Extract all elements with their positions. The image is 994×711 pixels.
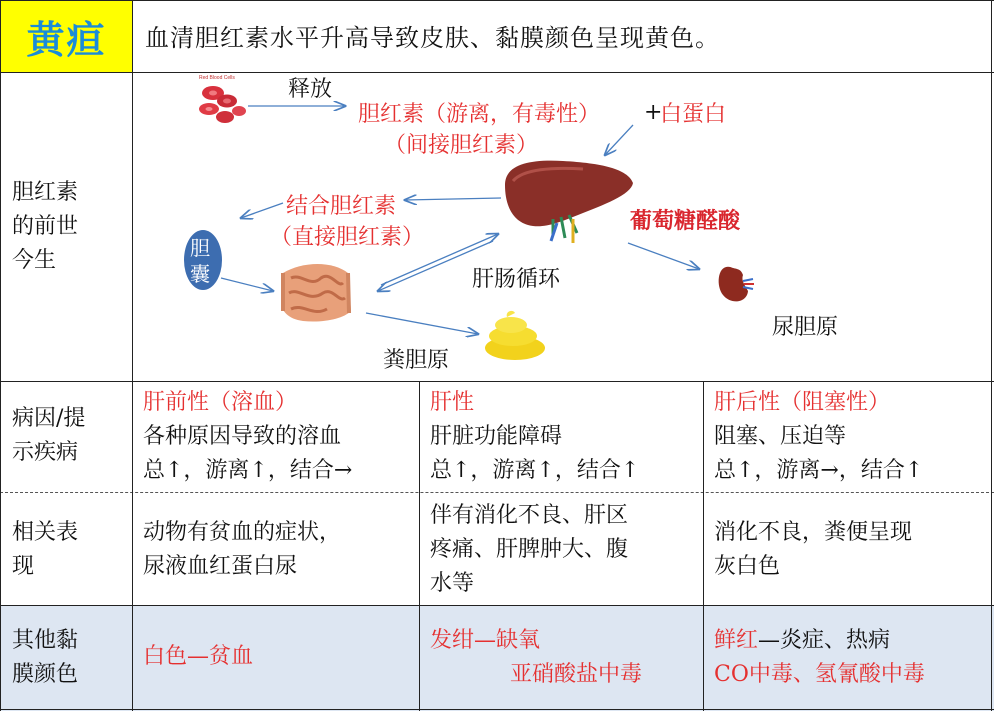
liver-icon [505,161,633,243]
origin-label [12,176,130,278]
cause-label-line: 病因/提 [12,406,86,431]
manifestation-line: 疼痛、肝脾肿大、腹 [430,537,629,562]
border-col2 [419,381,420,711]
rbc-caption: Red Blood Cells [199,75,235,81]
cause-label-line: 示疾病 [12,440,79,465]
manifestation-label-line: 现 [12,554,35,579]
mucosa-label [12,624,130,692]
posthepatic-line: 阻塞、压迫等 [714,424,847,449]
border-diagram [0,381,994,382]
nitrite-poisoning-text: 亚硝酸盐中毒 [510,662,643,687]
cyanosis-text: 发绀—缺氧 [430,628,541,653]
page-title: 黄疸 [26,16,107,62]
urobilinogen-label: 尿胆原 [772,315,839,340]
prehepatic-cell [143,386,352,488]
albumin-label: 白蛋白 [660,102,727,127]
bright-red-causes: —炎症、热病 [758,628,891,653]
gallbladder-char-2: 囊 [190,262,210,286]
manifestation-line: 尿液血红蛋白尿 [143,554,298,579]
hepatic-line: 总↑，游离↑，结合↑ [430,458,640,483]
hepatic-line: 肝脏功能障碍 [430,424,563,449]
direct-bilirubin-label: （直接胆红素） [270,225,425,250]
prehepatic-line: 总↑，游离↑，结合→ [143,458,353,483]
manifestation-line: 灰白色 [714,554,781,579]
title-cell [0,0,133,72]
gallbladder-char-1: 胆 [190,236,210,260]
border-left [0,0,1,711]
border-mucosa [0,605,994,606]
border-col3 [703,381,704,711]
border-top [0,0,994,1]
cause-label [12,402,130,470]
red-blood-cells-icon [199,75,246,123]
free-bilirubin-label: 胆红素（游离，有毒性） [358,102,601,127]
manifestation-line: 消化不良，粪便呈现 [714,520,913,545]
manifestation-line: 伴有消化不良、肝区 [430,503,629,528]
mucosa-label-line: 其他黏 [12,628,79,653]
kidney-icon [719,267,754,302]
manifestation-line: 动物有贫血的症状， [143,520,342,545]
mucosa-label-line: 膜颜色 [12,662,79,687]
feces-icon [485,311,545,360]
origin-label-line: 胆红素 [12,180,79,205]
bright-red-text [714,624,890,658]
manifestation-label [12,516,130,584]
border-right [991,0,992,711]
manifestation-label-line: 相关表 [12,520,79,545]
conjugated-bilirubin-label: 结合胆红素 [286,194,397,219]
co-poisoning-text: CO中毒、氢氰酸中毒 [714,662,925,687]
dashed-divider [0,492,994,493]
posthepatic-cell [714,386,923,488]
intestines-icon [281,264,351,322]
indirect-bilirubin-label: （间接胆红素） [384,133,539,158]
posthepatic-title: 肝后性（阻塞性） [714,390,891,415]
origin-label-line: 今生 [12,248,57,273]
prehepatic-manifestation [143,516,341,584]
hepatic-title: 肝性 [430,390,475,415]
hepatic-cell [430,386,639,488]
prehepatic-title: 肝前性（溶血） [143,390,298,415]
prehepatic-line: 各种原因导致的溶血 [143,424,342,449]
plus-sign: + [644,100,663,125]
posthepatic-manifestation [714,516,912,584]
origin-label-line: 的前世 [12,214,79,239]
posthepatic-line: 总↑，游离→，结合↑ [714,458,924,483]
enterohepatic-label: 肝肠循环 [472,267,561,292]
manifestation-line: 水等 [430,571,475,596]
white-anemia-text: 白色—贫血 [143,644,254,669]
bright-red-word: 鲜红 [714,628,759,653]
stercobilinogen-label: 粪胆原 [383,348,450,373]
definition-text: 血清胆红素水平升高导致皮肤、黏膜颜色呈现黄色。 [145,24,720,52]
glucuronic-acid-label: 葡萄糖醛酸 [630,208,741,234]
hepatic-manifestation [430,499,628,601]
border-bottom [0,709,994,710]
release-label: 释放 [288,77,333,102]
